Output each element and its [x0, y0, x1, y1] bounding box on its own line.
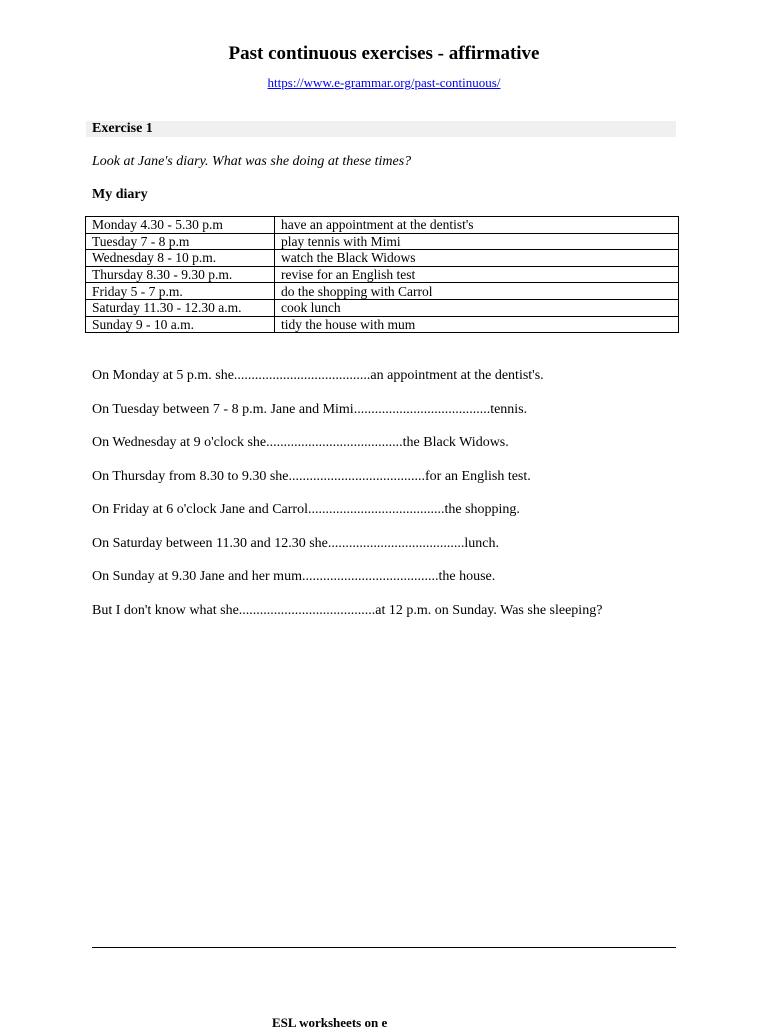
diary-time: Monday 4.30 - 5.30 p.m	[86, 217, 275, 234]
table-row	[86, 299, 679, 316]
table-row	[86, 266, 679, 283]
diary-activity: cook lunch	[275, 299, 679, 316]
diary-time: Wednesday 8 - 10 p.m.	[86, 250, 275, 267]
exercise-sentence: On Saturday between 11.30 and 12.30 she.......................................lunch.	[92, 535, 499, 551]
diary-activity: have an appointment at the dentist's	[275, 217, 679, 234]
diary-time: Thursday 8.30 - 9.30 p.m.	[86, 266, 275, 283]
exercise-sentence: On Tuesday between 7 - 8 p.m. Jane and Mimi.......................................tennis.	[92, 401, 528, 417]
diary-time: Tuesday 7 - 8 p.m	[86, 233, 275, 250]
page-title: Past continuous exercises - affirmative	[228, 43, 540, 64]
diary-time: Saturday 11.30 - 12.30 a.m.	[86, 299, 275, 316]
exercise-sentence: On Friday at 6 o'clock Jane and Carrol.......................................the shopping.	[92, 502, 520, 517]
diary-activity: revise for an English test	[275, 266, 679, 283]
exercise-label: Exercise 1	[92, 121, 153, 136]
exercise-instruction: Look at Jane's diary. What was she doing at these times?	[92, 154, 412, 169]
diary-activity: do the shopping with Carrol	[275, 283, 679, 300]
exercise-sentence: But I don't know what she.......................................at 12 p.m. on Sunday. Was she sleeping?	[92, 602, 603, 618]
diary-heading: My diary	[92, 187, 148, 202]
table-row	[86, 217, 679, 234]
exercise-sentences	[92, 367, 712, 635]
diary-activity: watch the Black Widows	[275, 250, 679, 267]
table-row	[86, 250, 679, 267]
source-link[interactable]: https://www.e-grammar.org/past-continuous/	[267, 75, 501, 90]
table-row	[86, 316, 679, 333]
footer-text: ESL worksheets on e	[272, 1015, 388, 1030]
footer-divider	[92, 947, 676, 948]
exercise-sentence: On Thursday from 8.30 to 9.30 she.......................................for an English test.	[92, 468, 531, 484]
exercise-header	[86, 121, 676, 137]
diary-activity: play tennis with Mimi	[275, 233, 679, 250]
exercise-sentence: On Wednesday at 9 o'clock she.......................................the Black Widows.	[92, 435, 509, 450]
exercise-sentence: On Sunday at 9.30 Jane and her mum.......................................the house.	[92, 569, 496, 584]
diary-table	[85, 216, 679, 333]
table-row	[86, 283, 679, 300]
source-link-container	[0, 75, 768, 91]
diary-time: Sunday 9 - 10 a.m.	[86, 316, 275, 333]
diary-activity: tidy the house with mum	[275, 316, 679, 333]
table-row	[86, 233, 679, 250]
exercise-sentence: On Monday at 5 p.m. she.......................................an appointment at the dentist's.	[92, 368, 544, 383]
diary-time: Friday 5 - 7 p.m.	[86, 283, 275, 300]
